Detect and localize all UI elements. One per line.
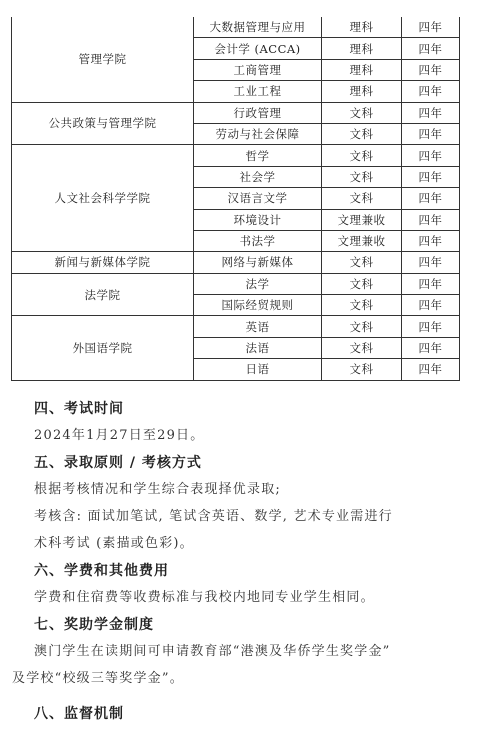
college-cell: 新闻与新媒体学院 <box>12 252 194 273</box>
section-fees-heading: 六、学费和其他费用 <box>34 563 169 579</box>
category-cell: 理科 <box>322 17 402 38</box>
major-name-cell: 法语 <box>194 337 322 358</box>
duration-cell: 四年 <box>402 145 460 166</box>
duration-cell: 四年 <box>402 337 460 358</box>
category-cell: 文科 <box>322 123 402 144</box>
category-cell: 文科 <box>322 252 402 273</box>
major-name-cell: 法学 <box>194 273 322 294</box>
duration-cell: 四年 <box>402 123 460 144</box>
major-name-cell: 哲学 <box>194 145 322 166</box>
category-cell: 文科 <box>322 188 402 209</box>
duration-cell: 四年 <box>402 17 460 38</box>
college-cell: 公共政策与管理学院 <box>12 102 194 145</box>
table-row <box>12 273 460 294</box>
section-admission-heading: 五、录取原则 / 考核方式 <box>34 455 202 471</box>
major-name-cell: 网络与新媒体 <box>194 252 322 273</box>
category-cell: 文科 <box>322 166 402 187</box>
majors-table <box>11 17 460 381</box>
major-name-cell: 书法学 <box>194 230 322 251</box>
major-name-cell: 汉语言文学 <box>194 188 322 209</box>
category-cell: 文科 <box>322 359 402 380</box>
college-cell: 外国语学院 <box>12 316 194 380</box>
category-cell: 文科 <box>322 337 402 358</box>
major-name-cell: 国际经贸规则 <box>194 295 322 316</box>
duration-cell: 四年 <box>402 295 460 316</box>
category-cell: 文科 <box>322 273 402 294</box>
section-exam-time-text: 2024年1月27日至29日。 <box>34 428 205 443</box>
major-name-cell: 大数据管理与应用 <box>194 17 322 38</box>
duration-cell: 四年 <box>402 102 460 123</box>
section-exam-time-heading: 四、考试时间 <box>34 401 124 417</box>
category-cell: 理科 <box>322 81 402 102</box>
section-scholarship-heading: 七、奖助学金制度 <box>34 617 154 633</box>
category-cell: 文科 <box>322 316 402 337</box>
major-name-cell: 日语 <box>194 359 322 380</box>
college-cell: 法学院 <box>12 273 194 316</box>
major-name-cell: 社会学 <box>194 166 322 187</box>
duration-cell: 四年 <box>402 38 460 59</box>
major-name-cell: 英语 <box>194 316 322 337</box>
section-admission-line-2: 考核含: 面试加笔试, 笔试含英语、数学, 艺术专业需进行 <box>34 509 393 524</box>
major-name-cell: 行政管理 <box>194 102 322 123</box>
duration-cell: 四年 <box>402 166 460 187</box>
major-name-cell: 工商管理 <box>194 59 322 80</box>
duration-cell: 四年 <box>402 188 460 209</box>
duration-cell: 四年 <box>402 81 460 102</box>
table-row <box>12 145 460 166</box>
category-cell: 文科 <box>322 295 402 316</box>
duration-cell: 四年 <box>402 59 460 80</box>
section-supervision-heading: 八、监督机制 <box>34 706 124 722</box>
major-name-cell: 劳动与社会保障 <box>194 123 322 144</box>
category-cell: 理科 <box>322 59 402 80</box>
category-cell: 文科 <box>322 102 402 123</box>
section-fees-text: 学费和住宿费等收费标准与我校内地同专业学生相同。 <box>34 590 375 605</box>
category-cell: 文理兼收 <box>322 230 402 251</box>
major-name-cell: 环境设计 <box>194 209 322 230</box>
table-row <box>12 17 460 38</box>
section-admission-line-3: 术科考试 (素描或色彩)。 <box>34 536 194 551</box>
duration-cell: 四年 <box>402 209 460 230</box>
section-scholarship-line-1: 澳门学生在读期间可申请教育部“港澳及华侨学生奖学金” <box>34 644 391 659</box>
duration-cell: 四年 <box>402 359 460 380</box>
table-row <box>12 102 460 123</box>
college-cell: 管理学院 <box>12 17 194 102</box>
duration-cell: 四年 <box>402 252 460 273</box>
majors-table-body <box>12 17 460 380</box>
table-row <box>12 252 460 273</box>
category-cell: 文科 <box>322 145 402 166</box>
category-cell: 理科 <box>322 38 402 59</box>
major-name-cell: 工业工程 <box>194 81 322 102</box>
major-name-cell: 会计学 (ACCA) <box>194 38 322 59</box>
duration-cell: 四年 <box>402 230 460 251</box>
duration-cell: 四年 <box>402 316 460 337</box>
section-admission-line-1: 根据考核情况和学生综合表现择优录取; <box>34 482 281 497</box>
college-cell: 人文社会科学学院 <box>12 145 194 252</box>
section-scholarship-line-2: 及学校“校级三等奖学金”。 <box>12 671 184 686</box>
category-cell: 文理兼收 <box>322 209 402 230</box>
table-row <box>12 316 460 337</box>
duration-cell: 四年 <box>402 273 460 294</box>
